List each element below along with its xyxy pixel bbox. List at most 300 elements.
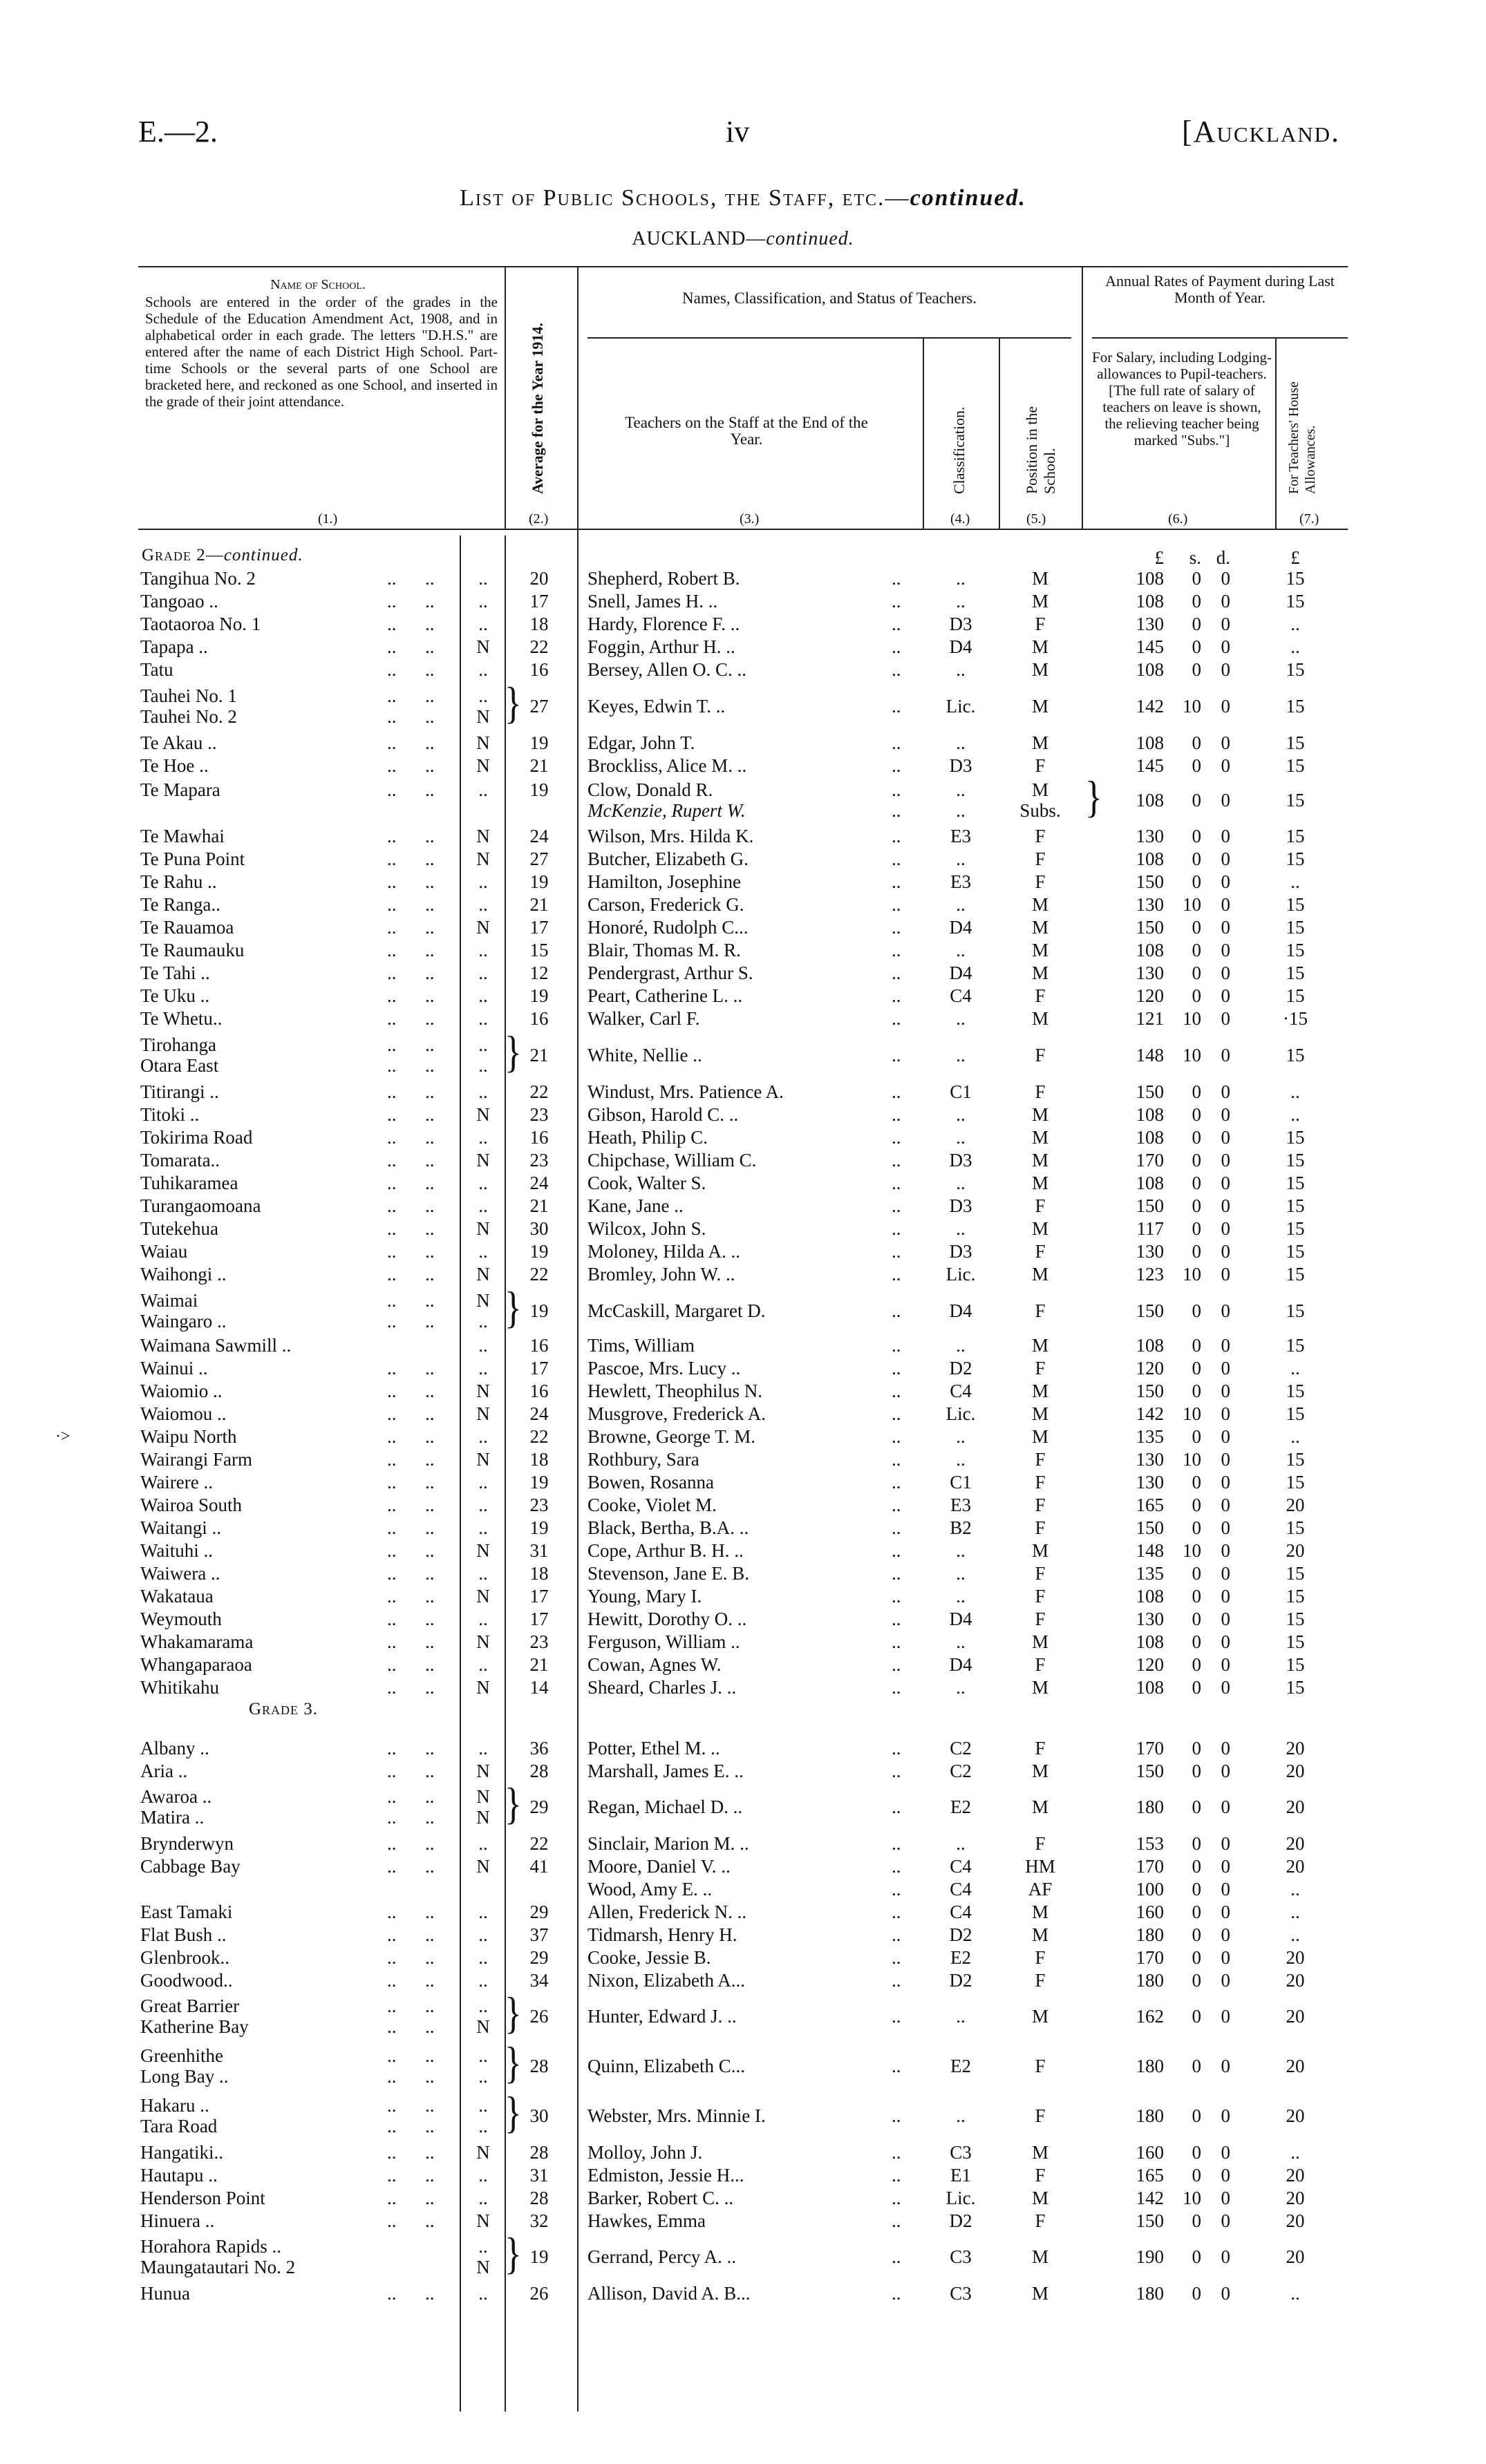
salary-pounds: 108 [1136,790,1164,811]
leader-dots: .. [425,1426,435,1447]
table-row [0,1947,1486,1971]
position: F [1035,1045,1046,1065]
salary-shillings: 0 [1192,1150,1201,1171]
house-allowance: 15 [1286,1586,1305,1607]
teacher-name: Wood, Amy E. .. [587,1879,713,1899]
school-name: Whangaparaoa [140,1654,252,1675]
house-allowance: .. [1290,636,1300,657]
table-row [0,2188,1486,2211]
teacher-name: Cowan, Agnes W. [587,1654,722,1675]
salary-pence: 0 [1221,2105,1230,2126]
school-name: Waimana Sawmill .. [140,1335,292,1356]
salary-shillings: 0 [1192,985,1201,1006]
native-marker: .. [478,568,488,589]
native-marker: .. [478,614,488,634]
classification: D3 [949,1195,972,1216]
salary-shillings: 0 [1192,790,1201,811]
table-row [0,1654,1486,1678]
average-attendance: 17 [529,917,549,938]
average-attendance: 23 [529,1631,549,1652]
table-row [0,826,1486,849]
native-marker: N [476,1807,490,1828]
leader-dots: .. [387,1902,397,1922]
salary-pence: 0 [1221,1833,1230,1854]
teacher-name: Hewitt, Dorothy O. .. [587,1609,747,1629]
salary-pence: 0 [1221,2142,1230,2163]
leader-dots: .. [387,1218,397,1239]
leader-dots: .. [425,1970,435,1991]
position: M [1031,779,1048,800]
house-allowance: 15 [1286,1654,1305,1675]
salary-pounds: 108 [1136,1677,1164,1698]
salary-shillings: 0 [1192,2283,1201,2304]
position: M [1031,1335,1048,1356]
average-attendance: 19 [529,1517,549,1538]
leader-dots: .. [387,1495,397,1515]
teacher-name: Barker, Robert C. .. [587,2188,734,2208]
leader-dots: .. [425,568,435,589]
salary-shillings: 0 [1192,1902,1201,1922]
salary-pence: 0 [1221,1879,1230,1899]
colnum-3: (3.) [740,511,760,527]
house-allowance: 15 [1286,1218,1305,1239]
classification: B2 [950,1517,972,1538]
leader-dots: .. [892,1300,901,1321]
position: F [1035,1947,1046,1968]
house-allowance: .. [1290,614,1300,634]
salary-pounds: 108 [1136,1127,1164,1148]
native-marker: N [476,1677,490,1698]
leader-dots: .. [892,1833,901,1854]
salary-pence: 0 [1221,871,1230,892]
leader-dots: .. [387,1403,397,1424]
salary-shillings: 0 [1192,1609,1201,1629]
name-column-note: Schools are entered in the order of the grades in the Schedule of the Education Amendment Act, 1908, and in alphabetical order in each grade. The letters "D.H.S." are entered after the name of each District High School. Part-time Schools or the several parts of one School are bracketed here, and reckoned as one School, and inserted in the grade of their joint attendance. [145,294,498,410]
leader-dots: .. [425,1856,435,1877]
salary-shillings: 0 [1192,1677,1201,1698]
average-attendance: 16 [529,1008,549,1029]
salary-pounds: 130 [1136,614,1164,634]
average-attendance: 28 [529,2056,549,2076]
table-row [0,614,1486,637]
native-marker: N [476,1403,490,1424]
position: F [1035,1081,1046,1102]
salary-pounds: 165 [1136,2165,1164,2186]
leader-dots: .. [387,1563,397,1584]
position: F [1035,1833,1046,1854]
salary-pence: 0 [1221,1856,1230,1877]
salary-pence: 0 [1221,985,1230,1006]
native-marker: .. [478,1609,488,1629]
salary-shillings: 0 [1192,755,1201,776]
leader-dots: .. [425,1495,435,1515]
position: AF [1028,1879,1053,1899]
leader-dots: .. [892,800,901,821]
leader-dots: .. [387,1264,397,1285]
teacher-name: Heath, Philip C. [587,1127,708,1148]
average-attendance: 22 [529,1264,549,1285]
school-name: Waituhi .. [140,1540,214,1561]
native-marker: N [476,1150,490,1171]
table-row [0,894,1486,918]
classification: C4 [950,1381,972,1401]
position: F [1035,1517,1046,1538]
salary-shillings: 0 [1192,1104,1201,1125]
native-marker: .. [478,779,488,800]
leader-dots: .. [425,636,435,657]
bracketed-row [0,1797,1486,1820]
leader-dots: .. [387,1924,397,1945]
classification: C1 [950,1081,972,1102]
salary-pence: 0 [1221,1563,1230,1584]
classification: .. [956,1586,966,1607]
classification: .. [956,732,966,753]
salary-pounds: 180 [1136,2056,1164,2076]
teacher-name: Chipchase, William C. [587,1150,757,1171]
classification: .. [956,1127,966,1148]
leader-dots: .. [387,1856,397,1877]
school-name: Hangatiki.. [140,2142,223,2163]
table-row [0,1738,1486,1761]
classification: Lic. [946,1403,976,1424]
leader-dots: .. [387,1104,397,1125]
classification: .. [956,1426,966,1447]
house-allowance: 15 [1286,1403,1305,1424]
teacher-name: Young, Mary I. [587,1586,702,1607]
classification: E3 [950,826,971,846]
rule-name-avg [505,266,506,529]
salary-shillings: 0 [1192,614,1201,634]
salary-shillings: 0 [1192,1563,1201,1584]
leader-dots: .. [387,1996,397,2016]
page-region: [Auckland. [1182,115,1340,149]
leader-dots: .. [892,1902,901,1922]
salary-pounds: 108 [1136,1104,1164,1125]
position: M [1031,1008,1048,1029]
leader-dots: .. [425,1311,435,1331]
table-row [0,1218,1486,1242]
classification: D2 [949,1358,972,1378]
table-row [0,1381,1486,1404]
classification: D2 [949,2210,972,2231]
school-name: Titoki .. [140,1104,200,1125]
leader-dots: .. [425,1449,435,1470]
average-attendance: 14 [529,1677,549,1698]
teacher-name: Allison, David A. B... [587,2283,751,2304]
classification: .. [956,1563,966,1584]
classification: C2 [950,1761,972,1781]
position: F [1035,985,1046,1006]
teacher-name: Molloy, John J. [587,2142,703,2163]
native-marker: N [476,1856,490,1877]
school-name: Brynderwyn [140,1833,234,1854]
classification: E2 [950,1797,971,1817]
leader-dots: .. [892,1761,901,1781]
leader-dots: .. [892,2283,901,2304]
school-name: Glenbrook.. [140,1947,229,1968]
teacher-name: Tidmarsh, Henry H. [587,1924,737,1945]
bracket-brace: } [505,1779,522,1829]
house-allowance: 15 [1286,1241,1305,1262]
position: M [1031,696,1048,717]
average-attendance: 24 [529,1403,549,1424]
house-allowance: 15 [1286,894,1305,915]
native-marker: .. [478,894,488,915]
native-marker: N [476,1586,490,1607]
leader-dots: .. [387,2045,397,2066]
salary-pounds: 130 [1136,1449,1164,1470]
salary-pounds: 108 [1136,659,1164,680]
salary-pounds: 135 [1136,1426,1164,1447]
table-row [0,636,1486,660]
teacher-name: Foggin, Arthur H. .. [587,636,735,657]
salary-shillings: 10 [1183,1540,1201,1561]
table-row [0,1335,1486,1358]
native-marker: .. [478,1335,488,1356]
leader-dots: .. [425,1195,435,1216]
leader-dots: .. [892,849,901,869]
house-allowance: 15 [1286,1449,1305,1470]
position: M [1031,894,1048,915]
school-name: Whakamarama [140,1631,254,1652]
leader-dots: .. [892,1426,901,1447]
salary-column-header: For Salary, including Lodging-allowances to Pupil-teachers. [The full rate of salary of teachers on leave is shown, the relieving teacher being marked "Subs."] [1092,349,1272,448]
teacher-name: Walker, Carl F. [587,1008,700,1029]
average-attendance: 19 [529,985,549,1006]
salary-pounds: 130 [1136,826,1164,846]
school-name: Turangaomoana [140,1195,261,1216]
house-allowance: 20 [1286,2188,1305,2208]
leader-dots: .. [892,1335,901,1356]
position: F [1035,2165,1046,2186]
classification: .. [956,568,966,589]
leader-dots: .. [387,1173,397,1193]
position: F [1035,2105,1046,2126]
salary-pounds: 123 [1136,1264,1164,1285]
salary-pence: 0 [1221,826,1230,846]
classification: .. [956,1449,966,1470]
leader-dots: .. [425,2142,435,2163]
classification: D3 [949,1241,972,1262]
school-name: Te Rauamoa [140,917,234,938]
salary-pounds: 108 [1136,732,1164,753]
salary-shillings: 10 [1183,2188,1201,2208]
table-row [0,591,1486,614]
leader-dots: .. [892,659,901,680]
salary-shillings: 0 [1192,963,1201,983]
salary-shillings: 0 [1192,1335,1201,1356]
school-name: Waiau [140,1241,188,1262]
native-marker: N [476,1540,490,1561]
position: F [1035,1495,1046,1515]
salary-pence: 0 [1221,1761,1230,1781]
position: M [1031,940,1048,960]
position: F [1035,1586,1046,1607]
school-name: Hinuera .. [140,2210,215,2231]
house-allowance: 15 [1286,1300,1305,1321]
leader-dots: .. [425,1034,435,1055]
rule-salary-house [1275,337,1277,529]
classification: .. [956,1335,966,1356]
classification: D4 [949,963,972,983]
leader-dots: .. [892,1924,901,1945]
leader-dots: .. [387,1833,397,1854]
classification: .. [956,894,966,915]
school-name: Te Uku .. [140,985,210,1006]
position: Subs. [1019,800,1061,821]
table-row [0,1403,1486,1427]
native-marker: N [476,1786,490,1807]
table-row [0,1495,1486,1518]
position: F [1035,1609,1046,1629]
salary-pence: 0 [1221,1403,1230,1424]
bracketed-row [0,2006,1486,2029]
salary-pence: 0 [1221,917,1230,938]
leader-dots: .. [387,2142,397,2163]
school-name: Matira .. [140,1807,205,1828]
average-attendance: 24 [529,1173,549,1193]
school-name: Waihongi .. [140,1264,227,1285]
leader-dots: .. [425,706,435,727]
salary-shillings: 0 [1192,1761,1201,1781]
leader-dots: .. [892,1045,901,1065]
house-allowance: 20 [1286,1947,1305,1968]
school-name: Tangoao .. [140,591,218,612]
school-name: Tuhikaramea [140,1173,238,1193]
table-row [0,1472,1486,1495]
table-row [0,1563,1486,1586]
school-name: Waiomio .. [140,1381,223,1401]
classification: .. [956,591,966,612]
teacher-name: Moore, Daniel V. .. [587,1856,731,1877]
salary-shillings: 0 [1192,1833,1201,1854]
leader-dots: .. [425,2165,435,2186]
leader-dots: .. [387,659,397,680]
salary-pounds: 100 [1136,1879,1164,1899]
leader-dots: .. [892,1563,901,1584]
native-marker: N [476,636,490,657]
leader-dots: .. [892,963,901,983]
table-row [0,1970,1486,1993]
position: F [1035,2056,1046,2076]
teacher-name: Webster, Mrs. Minnie I. [587,2105,766,2126]
salary-pence: 0 [1221,755,1230,776]
school-name: Taotaorоа No. 1 [140,614,261,634]
leader-dots: .. [387,1517,397,1538]
school-name: Albany .. [140,1738,209,1759]
average-attendance: 17 [529,1586,549,1607]
rule-teachers-rates [1082,266,1083,529]
table-row [0,2142,1486,2166]
grade-heading-3: Grade 3. [249,1700,319,1718]
school-name: Maungatautari No. 2 [140,2257,296,2277]
leader-dots: .. [892,2246,901,2267]
position: HM [1025,1856,1055,1877]
leader-dots: .. [425,1631,435,1652]
average-attendance: 23 [529,1150,549,1171]
average-attendance: 22 [529,1833,549,1854]
average-attendance: 30 [529,1218,549,1239]
position: M [1031,963,1048,983]
school-name: Te Ranga.. [140,894,220,915]
salary-shillings: 0 [1192,2142,1201,2163]
salary-pounds: 150 [1136,2210,1164,2231]
leader-dots: .. [425,591,435,612]
classification: .. [956,1677,966,1698]
native-marker: N [476,1264,490,1285]
house-allowance: 20 [1286,1797,1305,1817]
salary-pence: 0 [1221,1654,1230,1675]
leader-dots: .. [425,1055,435,1076]
table-row [0,1264,1486,1287]
table-row [0,2210,1486,2234]
school-name: Cabbage Bay [140,1856,241,1877]
salary-pounds: 150 [1136,1081,1164,1102]
leader-dots: .. [425,1403,435,1424]
average-attendance: 19 [529,2246,549,2267]
average-attendance: 41 [529,1856,549,1877]
salary-pounds: 108 [1136,849,1164,869]
salary-shillings: 0 [1192,2165,1201,2186]
salary-pence: 0 [1221,636,1230,657]
house-column-header: For Teachers' House Allowances. [1286,381,1318,494]
table-row [0,1540,1486,1564]
school-name: Tara Road [140,2116,218,2136]
leader-dots: .. [387,2283,397,2304]
average-attendance: 18 [529,1563,549,1584]
teacher-name: Honoré, Rudolph C... [587,917,749,938]
teacher-name: Sheard, Charles J. .. [587,1677,737,1698]
average-attendance: 28 [529,1761,549,1781]
table-row [0,985,1486,1009]
average-attendance: 29 [529,1902,549,1922]
salary-pence: 0 [1221,1947,1230,1968]
salary-pounds: 108 [1136,940,1164,960]
teacher-name: Wilcox, John S. [587,1218,706,1239]
teacher-name: Nixon, Elizabeth A... [587,1970,745,1991]
house-allowance: 15 [1286,1631,1305,1652]
title-main: List of Public Schools, the Staff, etc.— [460,185,910,211]
position: F [1035,826,1046,846]
average-attendance: 19 [529,732,549,753]
house-allowance: 15 [1286,1127,1305,1148]
table-row [0,1081,1486,1105]
average-attendance: 22 [529,1081,549,1102]
classification: C1 [950,1472,972,1492]
page-ref: E.—2. [138,115,218,149]
position: F [1035,755,1046,776]
school-name: Te Rahu .. [140,871,217,892]
position: M [1031,2246,1048,2267]
native-marker: .. [478,1738,488,1759]
salary-shillings: 0 [1192,732,1201,753]
leader-dots: .. [425,1738,435,1759]
position: M [1031,2283,1048,2304]
average-attendance: 17 [529,1358,549,1378]
leader-dots: .. [892,1586,901,1607]
salary-shillings: 0 [1192,1947,1201,1968]
salary-shillings: 0 [1192,1195,1201,1216]
school-name: Otara East [140,1055,219,1076]
leader-dots: .. [425,1609,435,1629]
salary-shillings: 0 [1192,1517,1201,1538]
house-allowance: 15 [1286,732,1305,753]
average-attendance: 23 [529,1104,549,1125]
house-allowance: 15 [1286,568,1305,589]
average-attendance: 20 [529,568,549,589]
classification: D4 [949,1654,972,1675]
teacher-name: Browne, George T. M. [587,1426,755,1447]
